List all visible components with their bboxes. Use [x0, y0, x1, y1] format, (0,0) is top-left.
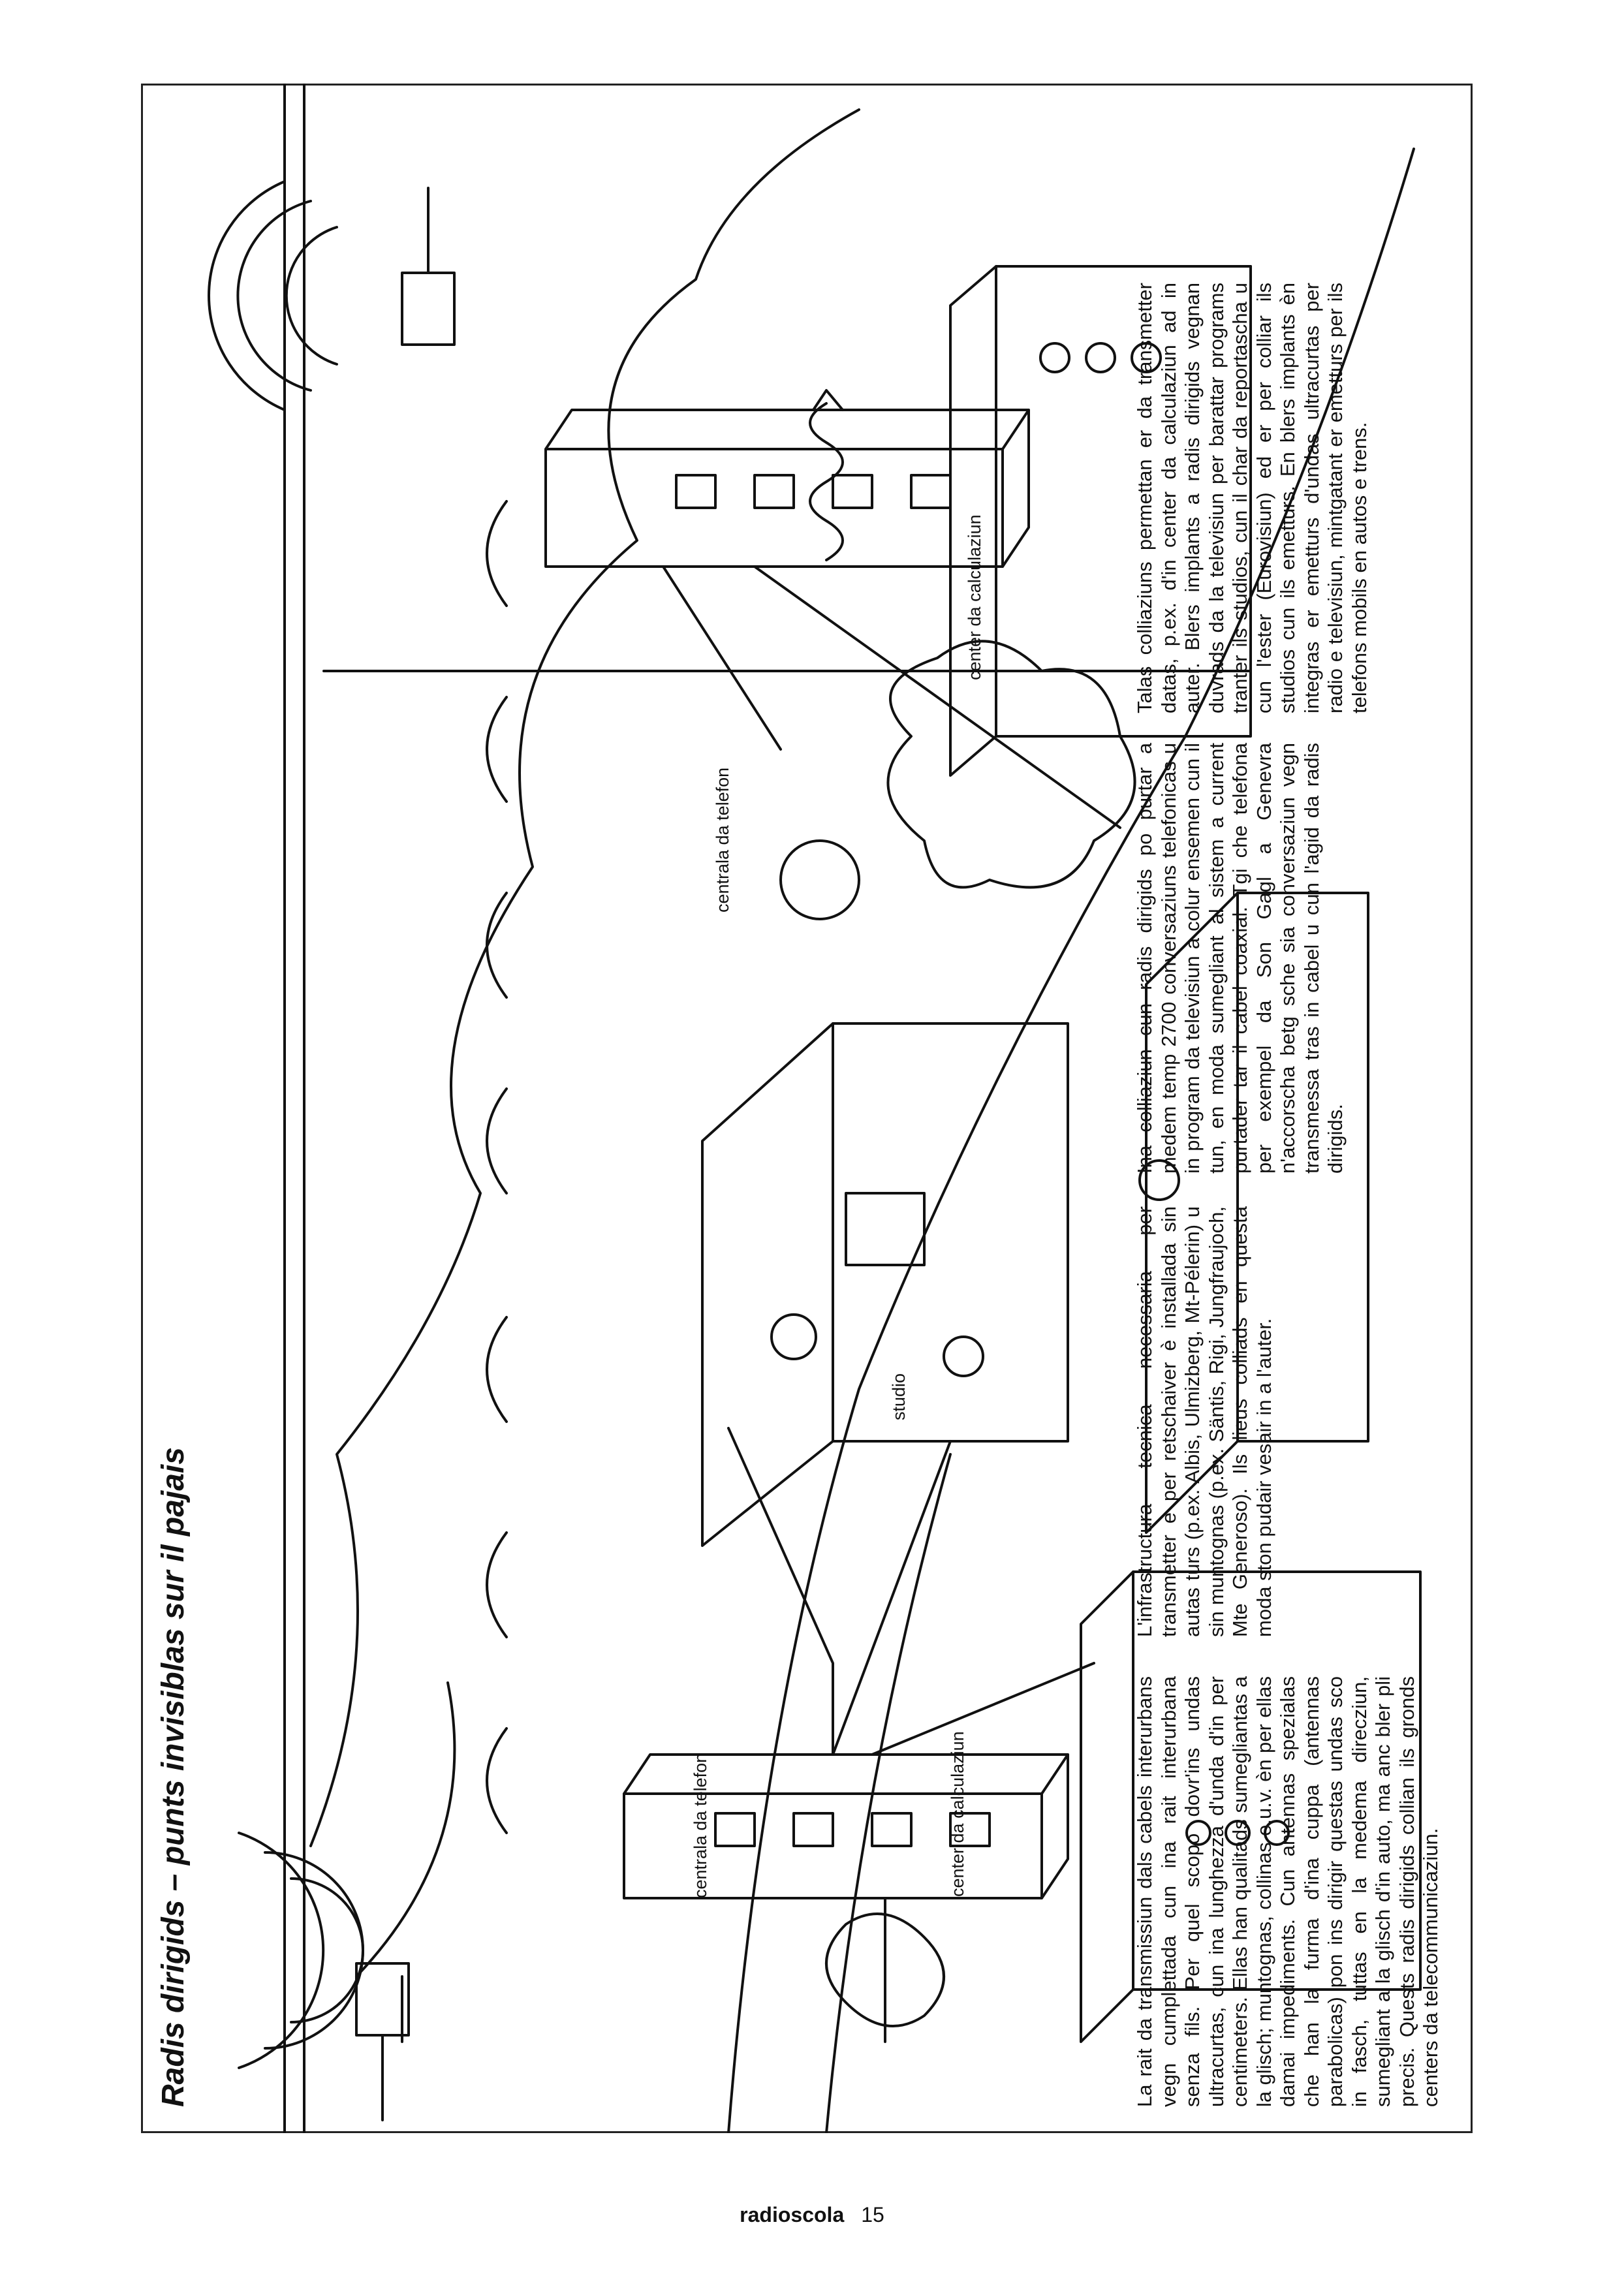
footer-brand: radioscola [740, 2203, 845, 2226]
label-telephone-exchange-left: centrala da telefon [691, 1753, 710, 1898]
rotated-content [141, 84, 1473, 2133]
page-title: Radis dirigids – punts invisiblas sur il pajais [156, 1447, 191, 2107]
page-footer [0, 2203, 1624, 2227]
text-column-2: L'infrastructura tecnica necessaria per transmetter e per retschaiver è installada sin autas turs (p.ex. Albis, Ulmizberg, Mt-Pélerin) u sin muntognas (p.ex. Säntis, Rigi, Jungfraujoch, Mte Generoso). Ils lieus colliads en questa moda ston pudair vesair in a l'auter. [1133, 1206, 1275, 1637]
page-number: 15 [861, 2203, 884, 2226]
label-computer-center-left: center da calculaziun [948, 1731, 967, 1897]
text-column-3: Ina colliaziun cun radis dirigids po purtar a medem temp 2700 conversaziuns telefonicas u in program da televisiun a colur ensemen cun il tun, en moda sumegliant al sistem a current purtader tar il cabel coaxial. Tgi che telefona per exempel da Son Gagl a Genevra n'accorscha betg sche sia conversaziun vegn transmessa tras in cabel u cun l'agid da radis dirigids. [1133, 743, 1347, 1174]
text-column-4: Talas colliaziuns permettan er da transmetter datas, p.ex. d'in center da calculaziun ad in auter. Blers implants a radis dirigids vegnan duvrads da la televisiun per barattar programs tranter ils studios, cun il char da reportascha u cun l'ester (Eurovisiun) ed er per colliar ils studios cun ils emetturs. En blers implants èn integras er emetturs d'undas ultracurtas per radio e televisiun, mintgatant er emetturs per ils telefons mobils en autos e trens. [1133, 283, 1371, 713]
label-telephone-exchange-right: centrala da telefon [713, 767, 732, 913]
label-studio: studio [889, 1373, 909, 1420]
label-computer-center-right: center da calculaziun [965, 514, 984, 680]
text-column-1: La rait da transmissiun dals cabels interurbans vegn cumplettada cun ina rait interurbana senza fils. Per quel scopo dovr'ins undas ultracurtas, cun ina lunghezza d'unda d'in per centimeters. Ellas han qualitads sumegliantas a la glisch; muntognas, collinas e.u.v. èn per ellas damai impediments. Cun antennas spezialas che han la furma d'ina cuppa (antennas parabolicas) pon ins dirigir questas undas sco in fasch, tuttas en la medema direcziun, sumegliant a la glisch d'in auto, ma anc bler pli precis. Quests radis dirigids collian ils gronds centers da telecommunicaziun. [1133, 1676, 1442, 2107]
